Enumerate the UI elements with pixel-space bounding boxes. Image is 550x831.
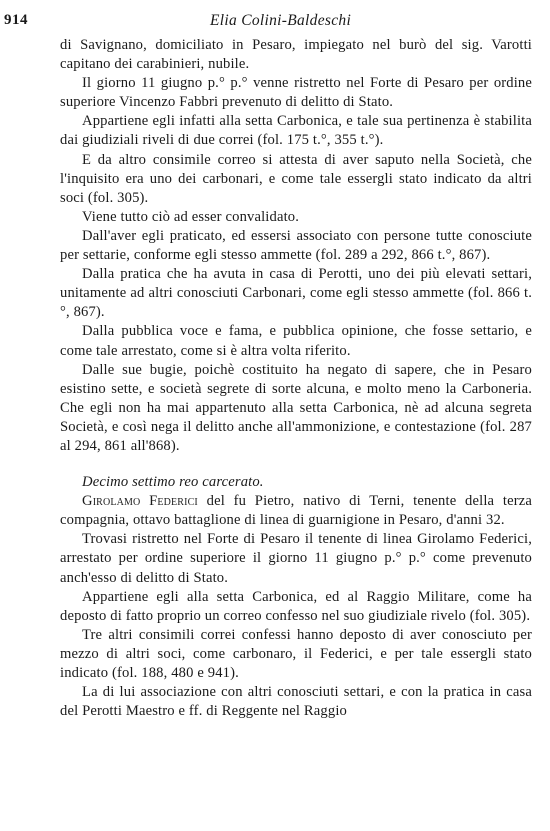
page-number: 914 — [4, 12, 28, 28]
paragraph: Appartiene egli infatti alla setta Carbonica, e tale sua pertinenza è stabilita dai giudiziali riveli di due correi (fol. 175 t.°, 355 t.°). — [60, 113, 532, 149]
page-header — [4, 6, 532, 36]
section-title: Decimo settimo reo carcerato. — [82, 474, 264, 491]
paragraph: Dall'aver egli praticato, ed essersi associato con persone tutte conosciute per settarie, conforme egli stesso ammette (fol. 289 a 292, 866 t.°, 867). — [60, 227, 532, 264]
paragraph: Trovasi ristretto nel Forte di Pesaro il tenente di linea Girolamo Federici, arrestato per ordine superiore il giorno 11 giugno p.° p.° come prevenuto anch'esso di delitto di Stato. — [60, 531, 532, 586]
paragraph-text: del fu Pietro, nativo di Terni, tenente della terza compagnia, ottavo battaglione di linea di guarnigione in Pesaro, d'anni 32. — [60, 493, 532, 529]
paragraph: La di lui associazione con altri conosciuti settari, e con la pratica in casa del Perotti Maestro e ff. di Reggente nel Raggio — [60, 684, 532, 720]
paragraph: di Savignano, domiciliato in Pesaro, impiegato nel burò del sig. Varotti capitano dei carabinieri, nubile. — [60, 37, 532, 73]
paragraph: Dalla pratica che ha avuta in casa di Perotti, uno dei più elevati settari, unitamente ad altri conosciuti Carbonari, come egli stesso ammette (fol. 866 t.°, 867). — [60, 266, 532, 321]
defendant-name: Girolamo Federici — [82, 493, 198, 510]
paragraph: Tre altri consimili correi confessi hanno deposto di aver conosciuto per mezzo di altri soci, come carbonaro, il Federici, e per tale essergli stato indicato (fol. 188, 480 e 941). — [60, 626, 532, 681]
paragraph: Appartiene egli alla setta Carbonica, ed al Raggio Militare, come ha deposto di fatto proprio un correo confesso nel suo giudiziale rivelo (fol. 305). — [60, 588, 532, 624]
paragraph: Il giorno 11 giugno p.° p.° venne ristretto nel Forte di Pesaro per ordine superiore Vincenzo Fabbri prevenuto di delitto di Stato. — [60, 75, 532, 111]
paragraph: E da altro consimile correo si attesta di aver saputo nella Società, che l'inquisito era uno dei carbonari, e come tale essergli stato indicato da altri soci (fol. 305). — [60, 151, 532, 206]
body-text — [60, 36, 532, 721]
paragraph: Dalla pubblica voce e fama, e pubblica opinione, che fosse settario, e come tale arrestato, come si è altra volta riferito. — [60, 323, 532, 359]
paragraph: Viene tutto ciò ad esser convalidato. — [82, 208, 300, 225]
section-first-paragraph — [60, 492, 532, 530]
paragraph: Dalle sue bugie, poichè costituito ha negato di sapere, che in Pesaro esistino sette, e società segrete di sorte alcuna, e molto meno la Carboneria. Che egli non ha mai appartenuto alla setta Carbonica, nè ad alcuna segreta Società, e così nega il delitto anche all'ammonizione, e contestazione (fol. 287 al 294, 861 all'868). — [60, 361, 532, 454]
running-head: Elia Colini-Baldeschi — [210, 12, 352, 29]
